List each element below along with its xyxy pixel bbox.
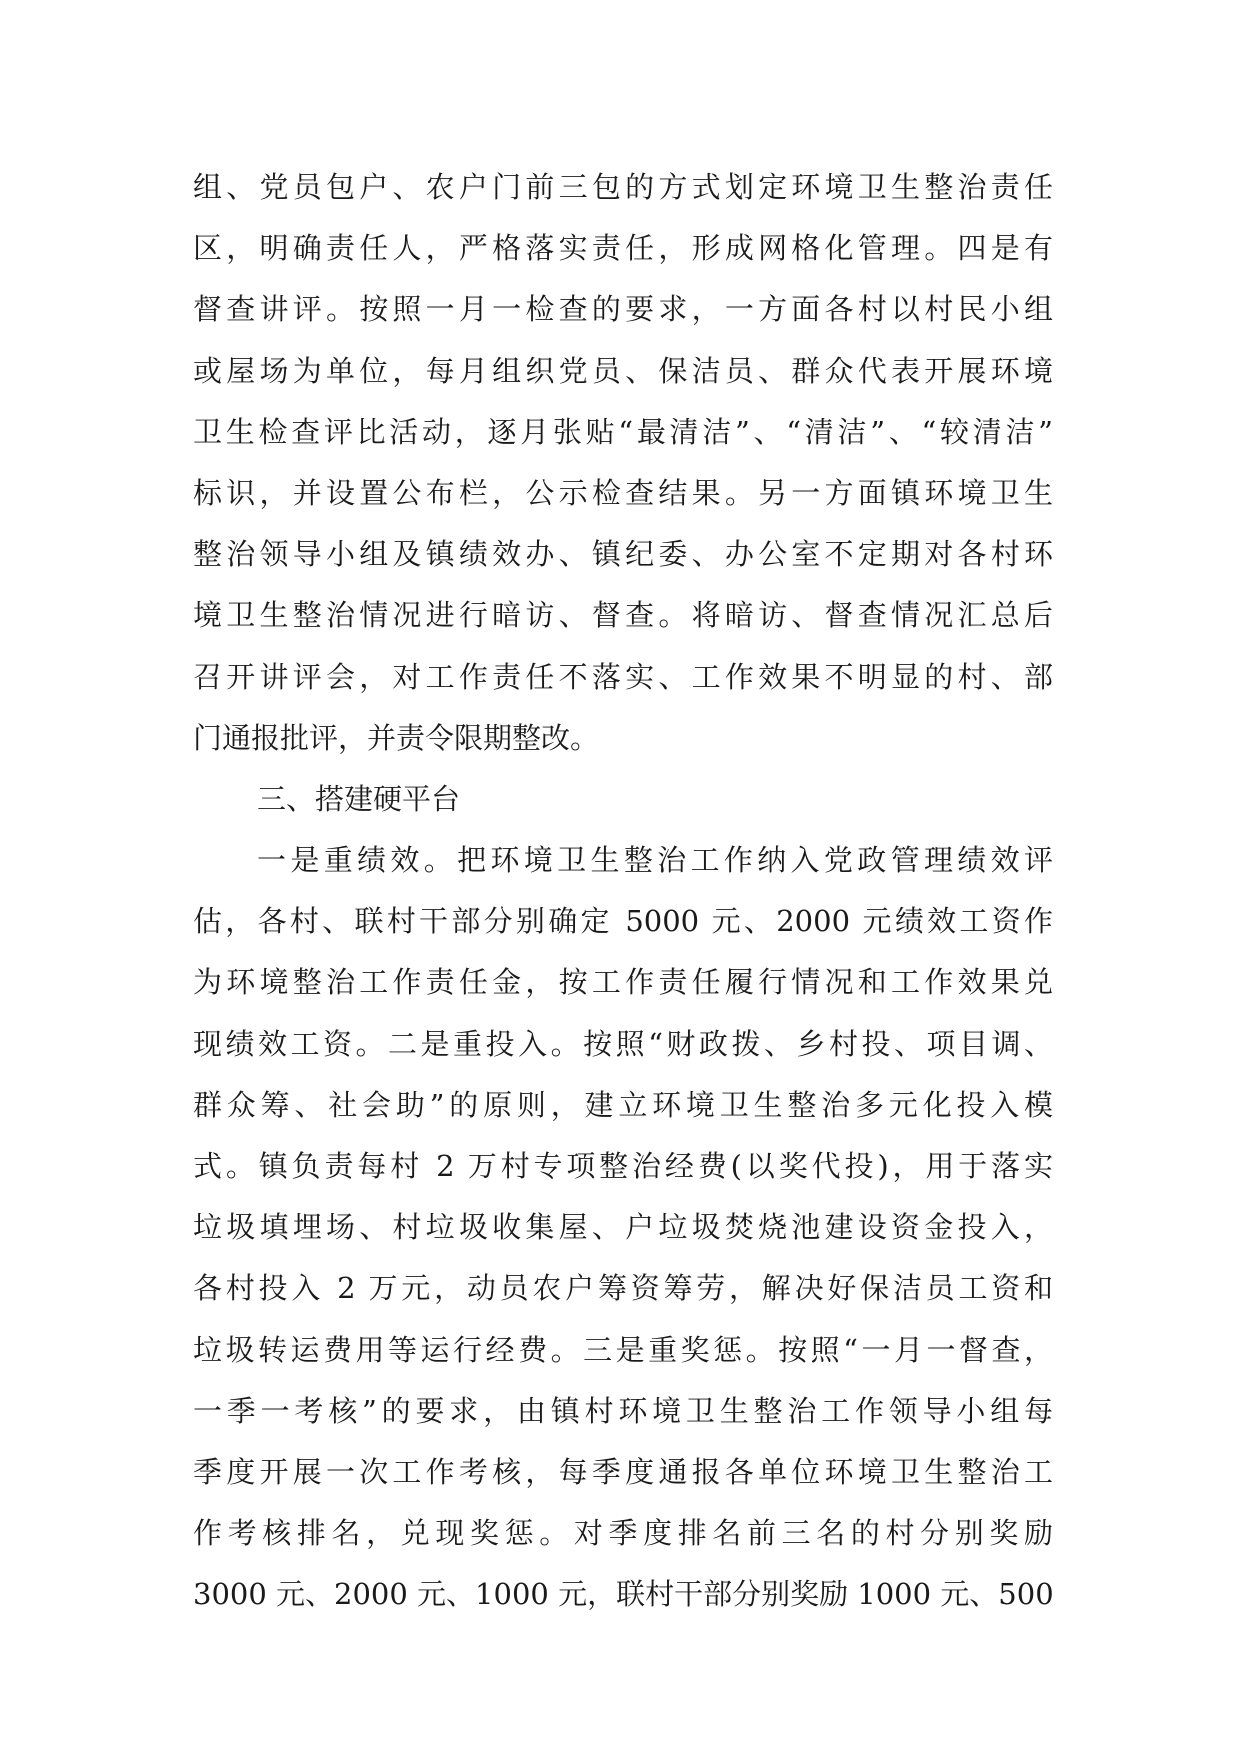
text-line: 式。镇负责每村 2 万村专项整治经费(以奖代投)，用于落实 bbox=[193, 1149, 1053, 1183]
text-line: 3000 元、2000 元、1000 元，联村干部分别奖励 1000 元、500 bbox=[193, 1577, 1054, 1612]
text-line: 垃圾填埋场、村垃圾收集屋、户垃圾焚烧池建设资金投入， bbox=[193, 1210, 1053, 1245]
text-line: 估，各村、联村干部分别确定 5000 元、2000 元绩效工资作 bbox=[193, 904, 1053, 939]
section-heading: 三、搭建硬平台 bbox=[257, 781, 461, 816]
text-line: 一季一考核”的要求，由镇村环境卫生整治工作领导小组每 bbox=[193, 1393, 1053, 1428]
text-line: 垃圾转运费用等运行经费。三是重奖惩。按照“一月一督查， bbox=[193, 1332, 1053, 1367]
text-line: 或屋场为单位，每月组织党员、保洁员、群众代表开展环境 bbox=[193, 353, 1053, 388]
text-line: 作考核排名，兑现奖惩。对季度排名前三名的村分别奖励 bbox=[193, 1516, 1053, 1551]
text-line: 季度开展一次工作考核，每季度通报各单位环境卫生整治工 bbox=[193, 1454, 1053, 1489]
document-body bbox=[193, 157, 1053, 1626]
text-line: 组、党员包户、农户门前三包的方式划定环境卫生整治责任 bbox=[193, 170, 1053, 204]
text-line: 一是重绩效。把环境卫生整治工作纳入党政管理绩效评 bbox=[257, 843, 1053, 878]
text-line: 门通报批评，并责令限期整改。 bbox=[193, 720, 600, 755]
text-line: 整治领导小组及镇绩效办、镇纪委、办公室不定期对各村环 bbox=[193, 537, 1053, 572]
text-line: 督查讲评。按照一月一检查的要求，一方面各村以村民小组 bbox=[193, 292, 1053, 327]
text-line: 各村投入 2 万元，动员农户筹资筹劳，解决好保洁员工资和 bbox=[193, 1271, 1053, 1306]
text-line: 卫生检查评比活动，逐月张贴“最清洁”、“清洁”、“较清洁” bbox=[193, 414, 1053, 449]
text-line: 为环境整治工作责任金，按工作责任履行情况和工作效果兑 bbox=[193, 965, 1053, 1000]
text-line: 召开讲评会，对工作责任不落实、工作效果不明显的村、部 bbox=[193, 659, 1053, 694]
text-line: 现绩效工资。二是重投入。按照“财政拨、乡村投、项目调、 bbox=[193, 1026, 1053, 1061]
text-line: 标识，并设置公布栏，公示检查结果。另一方面镇环境卫生 bbox=[193, 475, 1053, 510]
text-line: 区，明确责任人，严格落实责任，形成网格化管理。四是有 bbox=[193, 231, 1053, 266]
text-line: 群众筹、社会助”的原则，建立环境卫生整治多元化投入模 bbox=[193, 1087, 1053, 1122]
text-line: 境卫生整治情况进行暗访、督查。将暗访、督查情况汇总后 bbox=[193, 598, 1053, 633]
